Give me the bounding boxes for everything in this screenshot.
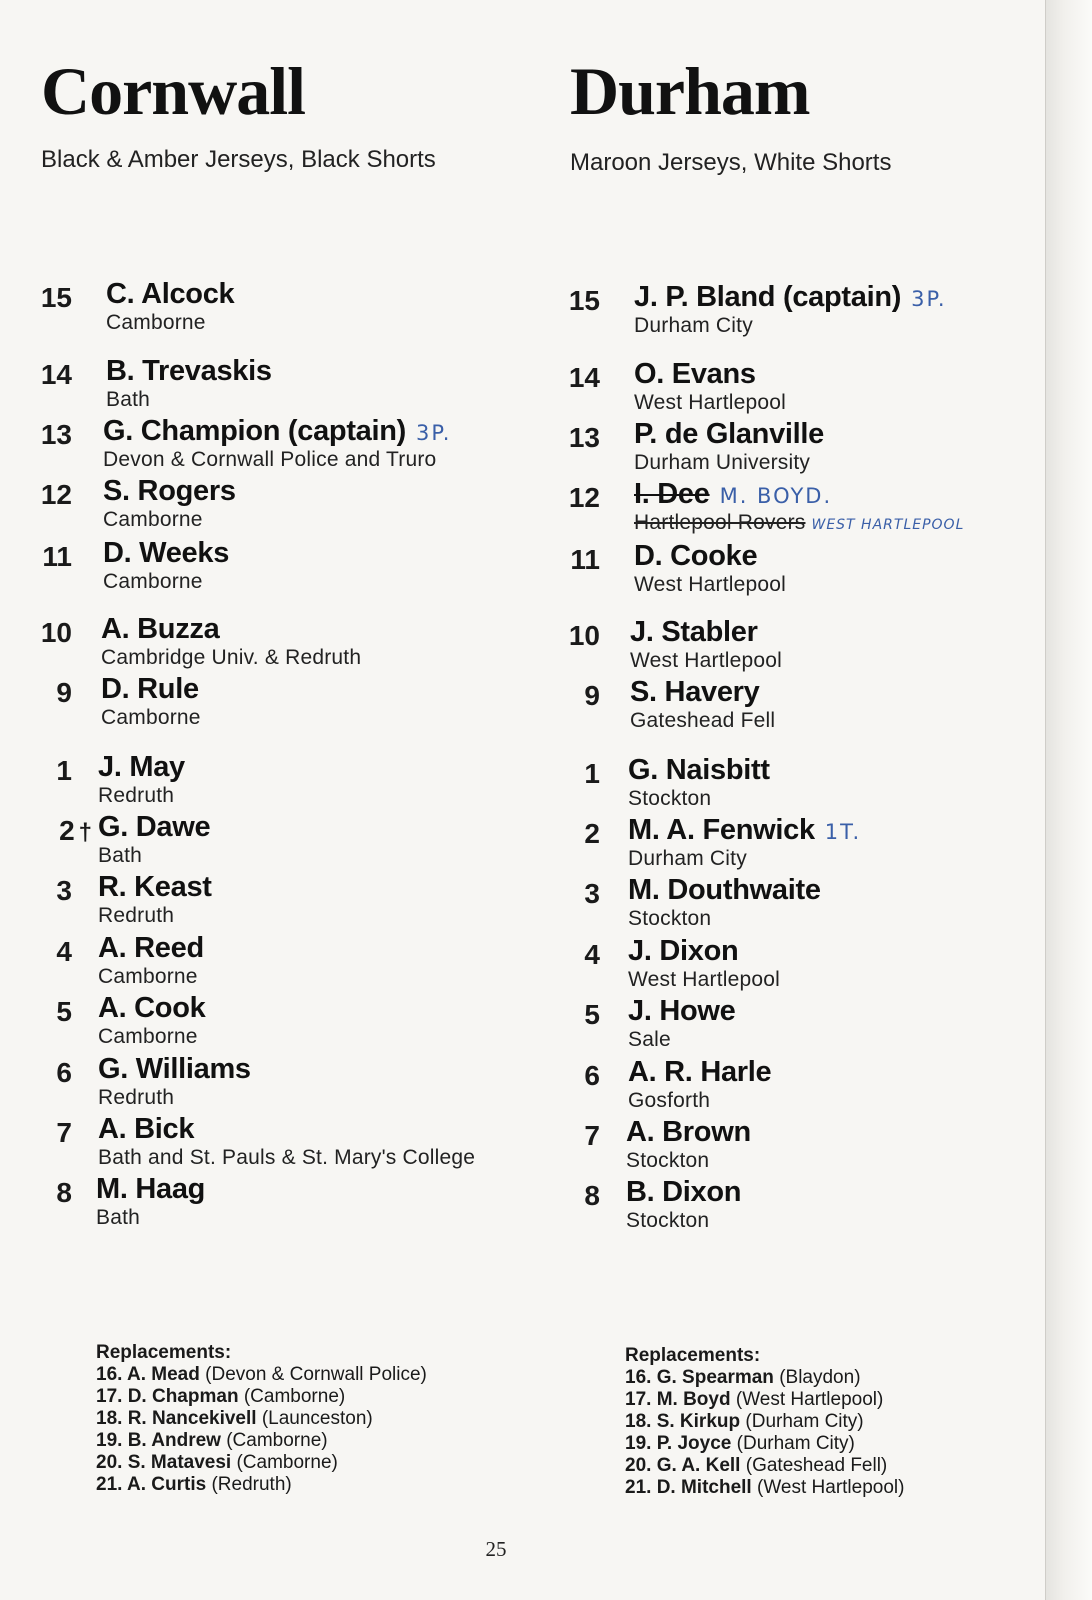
replacement-number-name (96, 1430, 221, 1451)
replacement-name: R. Nancekivell (127, 1408, 257, 1429)
replacement-number-name (625, 1367, 774, 1388)
player-name-text: A. Brown (626, 1116, 751, 1148)
jersey-number (16, 359, 72, 391)
jersey-number (16, 617, 72, 649)
player-club (98, 1146, 475, 1170)
jersey-number-value: 11 (42, 541, 72, 572)
player-name (101, 613, 219, 646)
player-club-text: Bath and St. Pauls & St. Mary's College (98, 1146, 476, 1169)
jersey-number (544, 818, 600, 850)
replacement-club: (Blaydon) (779, 1367, 861, 1388)
player-name-text: J. May (98, 751, 185, 783)
replacement-number: 19. (625, 1433, 652, 1454)
player-club (106, 311, 206, 335)
replacement-number: 18. (96, 1408, 123, 1429)
replacement-number-name (625, 1389, 731, 1410)
handwritten-note: 3P. (416, 421, 452, 445)
replacement-club: (Durham City) (745, 1411, 864, 1432)
jersey-number (16, 677, 72, 709)
replacement-number-name (625, 1411, 740, 1432)
jersey-number-value: 5 (584, 999, 600, 1030)
player-club-text: Camborne (98, 1025, 198, 1048)
jersey-number (544, 422, 600, 454)
replacement-number-name (96, 1408, 257, 1429)
player-row (540, 676, 1060, 734)
jersey-number (16, 1117, 72, 1149)
replacements-heading: Replacements: (96, 1342, 232, 1363)
player-name-text: M. Douthwaite (628, 874, 821, 906)
player-club-text: Redruth (98, 784, 175, 807)
jersey-number (16, 419, 72, 451)
player-club (630, 649, 782, 673)
jersey-number-value: 1 (584, 758, 600, 789)
jersey-number-value: 6 (56, 1057, 72, 1088)
page-number: 25 (485, 1537, 507, 1561)
player-club-text: West Hartlepool (630, 649, 783, 672)
player-club (101, 646, 361, 670)
jersey-number-value: 1 (56, 755, 72, 786)
replacement-name: A. Curtis (127, 1474, 207, 1495)
replacement-club: (Gateshead Fell) (745, 1455, 888, 1476)
player-row (0, 537, 520, 595)
player-row (0, 871, 520, 929)
player-club (98, 844, 142, 868)
jersey-number-value: 8 (56, 1177, 72, 1208)
player-name (628, 935, 738, 968)
jersey-number-value: 8 (584, 1180, 600, 1211)
jersey-number-value: 13 (568, 422, 600, 453)
player-name (98, 811, 210, 844)
player-name-text: A. Buzza (101, 613, 220, 645)
jersey-number (16, 479, 72, 511)
durham-replacements (625, 1345, 904, 1499)
team-colors-cornwall: Black & Amber Jerseys, Black Shorts (41, 146, 436, 173)
player-name (634, 418, 824, 451)
replacement-item (625, 1367, 904, 1389)
replacement-number: 16. (96, 1364, 123, 1385)
player-club-text: Camborne (101, 706, 201, 729)
player-name-text: G. Naisbitt (628, 754, 770, 786)
jersey-number-value: 15 (40, 282, 72, 313)
player-name-text: S. Havery (630, 676, 760, 708)
player-name (630, 616, 758, 649)
jersey-number (16, 1177, 72, 1209)
player-row (0, 811, 520, 869)
player-name (628, 754, 770, 787)
jersey-number-value: 10 (40, 617, 72, 648)
player-club-text: Redruth (98, 1086, 175, 1109)
replacement-name: S. Matavesi (127, 1452, 232, 1473)
durham-column (540, 0, 1010, 1600)
player-name-text: C. Alcock (106, 278, 235, 310)
replacement-name: M. Boyd (656, 1389, 731, 1410)
player-name (630, 676, 760, 709)
player-name-text: J. P. Bland (captain) (634, 281, 902, 313)
replacement-club: (Launceston) (261, 1408, 373, 1429)
replacement-number: 17. (625, 1389, 652, 1410)
player-name-text: B. Trevaskis (106, 355, 272, 387)
player-row (0, 992, 520, 1050)
replacement-name: P. Joyce (656, 1433, 732, 1454)
replacement-number-name (96, 1474, 206, 1495)
player-name (103, 415, 451, 448)
player-club (634, 451, 810, 475)
player-club (634, 573, 786, 597)
jersey-number-value: 2 (584, 818, 600, 849)
replacement-number-name (625, 1455, 740, 1476)
player-name (103, 537, 229, 570)
player-name-text: A. Reed (98, 932, 204, 964)
player-row (0, 415, 520, 473)
player-row (540, 540, 1060, 598)
player-name-text: M. Haag (96, 1173, 206, 1205)
replacement-item (625, 1455, 904, 1477)
player-name-text: J. Howe (628, 995, 736, 1027)
jersey-number (544, 482, 600, 514)
player-club-text: Durham City (628, 847, 747, 870)
player-row (0, 751, 520, 809)
player-row (540, 1176, 1060, 1234)
replacement-name: G. A. Kell (656, 1455, 741, 1476)
player-name-text: A. Bick (98, 1113, 195, 1145)
jersey-number (544, 999, 600, 1031)
handwritten-note: M. BOYD. (719, 484, 833, 508)
player-name-text: I. Dee (634, 478, 710, 510)
cornwall-replacements (96, 1342, 427, 1496)
player-club-text: Redruth (98, 904, 175, 927)
player-name (98, 992, 205, 1025)
player-club (96, 1206, 140, 1230)
jersey-number-value: 3 (56, 875, 72, 906)
jersey-number (16, 996, 72, 1028)
player-club (101, 706, 201, 730)
player-row (540, 358, 1060, 416)
jersey-number-value: 6 (584, 1060, 600, 1091)
player-name (628, 1056, 771, 1089)
player-row (0, 475, 520, 533)
player-name-text: S. Rogers (103, 475, 236, 507)
player-name (628, 995, 736, 1028)
player-name-text: O. Evans (634, 358, 756, 390)
handwritten-note: 3P. (911, 287, 947, 311)
player-name (98, 1053, 251, 1086)
player-club (628, 847, 747, 871)
player-row (540, 616, 1060, 674)
jersey-number-value: 14 (40, 359, 72, 390)
handwritten-note: 1T. (824, 820, 862, 844)
player-club-text: Sale (628, 1028, 671, 1051)
player-club-text: Stockton (628, 907, 712, 930)
replacement-name: S. Kirkup (656, 1411, 741, 1432)
jersey-number-value: 3 (584, 878, 600, 909)
player-name-text: D. Rule (101, 673, 199, 705)
jersey-number (544, 285, 600, 317)
player-club-text: West Hartlepool (634, 573, 787, 596)
player-club-text: Bath (96, 1206, 140, 1229)
player-name (106, 355, 272, 388)
replacement-number: 21. (625, 1477, 652, 1498)
cornwall-column (0, 0, 476, 1600)
replacement-item (96, 1430, 427, 1452)
jersey-number-value: 13 (40, 419, 72, 450)
player-row (0, 355, 520, 413)
replacement-club: (Devon & Cornwall Police) (205, 1364, 427, 1385)
replacement-item (96, 1364, 427, 1386)
player-row (0, 1113, 520, 1171)
player-row (540, 281, 1060, 339)
replacement-club: (Camborne) (243, 1386, 346, 1407)
player-club-text: West Hartlepool (634, 391, 787, 414)
jersey-number (544, 544, 600, 576)
player-row (540, 754, 1060, 812)
jersey-number-value: 2 (59, 815, 75, 846)
jersey-number (544, 939, 600, 971)
player-name (628, 874, 821, 907)
player-club (628, 787, 711, 811)
replacement-club: (Durham City) (736, 1433, 855, 1454)
replacement-item (96, 1408, 427, 1430)
player-club-text: Stockton (626, 1149, 710, 1172)
replacements-heading: Replacements: (625, 1345, 761, 1366)
jersey-number (544, 620, 600, 652)
cornwall-replacement-list (96, 1364, 427, 1496)
player-row (0, 673, 520, 731)
player-name-text: D. Cooke (634, 540, 758, 572)
replacement-item (625, 1411, 904, 1433)
player-club (106, 388, 150, 412)
replacement-item (96, 1386, 427, 1408)
replacement-number-name (96, 1364, 200, 1385)
jersey-number (544, 1120, 600, 1152)
player-club-text: West Hartlepool (628, 968, 781, 991)
replacement-item (96, 1452, 427, 1474)
player-club-text: Cambridge Univ. & Redruth (101, 646, 362, 669)
player-row (540, 874, 1060, 932)
jersey-number-value: 9 (584, 680, 600, 711)
player-club (103, 508, 203, 532)
player-name (101, 673, 199, 706)
player-club (634, 511, 964, 535)
player-row (540, 1116, 1060, 1174)
player-club (628, 1089, 710, 1113)
player-name-text: A. Cook (98, 992, 206, 1024)
player-club-text: Hartlepool Rovers (634, 511, 806, 534)
player-club (98, 904, 174, 928)
player-club-text: Durham City (634, 314, 753, 337)
player-row (0, 1173, 520, 1231)
replacement-club: (Redruth) (211, 1474, 292, 1495)
jersey-number (544, 758, 600, 790)
player-name (628, 814, 861, 847)
player-name-text: G. Dawe (98, 811, 211, 843)
player-club (634, 391, 786, 415)
replacement-number: 20. (96, 1452, 123, 1473)
jersey-number (544, 680, 600, 712)
jersey-number (544, 362, 600, 394)
player-name (634, 281, 947, 314)
player-name (634, 358, 756, 391)
player-name (98, 751, 185, 784)
player-club-text: Camborne (103, 508, 203, 531)
player-club-text: Bath (106, 388, 150, 411)
replacement-club: (Camborne) (236, 1452, 338, 1473)
player-club-text: Camborne (103, 570, 203, 593)
team-colors-durham: Maroon Jerseys, White Shorts (570, 149, 892, 176)
replacement-club: (Camborne) (226, 1430, 328, 1451)
player-club-text: Devon & Cornwall Police and Truro (103, 448, 437, 471)
player-row (540, 995, 1060, 1053)
replacement-number: 18. (625, 1411, 652, 1432)
jersey-number (16, 875, 72, 907)
player-name-text: G. Williams (98, 1053, 251, 1085)
replacement-number: 17. (96, 1386, 123, 1407)
player-name (106, 278, 234, 311)
player-club (628, 968, 780, 992)
jersey-number-value: 12 (568, 482, 600, 513)
jersey-number-value: 5 (56, 996, 72, 1027)
handwritten-club-note: WEST HARTLEPOOL (811, 517, 965, 533)
player-club (634, 314, 753, 338)
player-club (98, 1086, 174, 1110)
replacement-item (625, 1477, 904, 1499)
player-row (540, 478, 1060, 536)
jersey-number-value: 12 (40, 479, 72, 510)
player-club (630, 709, 775, 733)
player-row (0, 932, 520, 990)
player-row (0, 613, 520, 671)
player-name (634, 540, 757, 573)
player-club (626, 1149, 709, 1173)
player-club (98, 965, 198, 989)
jersey-number (544, 1180, 600, 1212)
player-name-text: A. R. Harle (628, 1056, 772, 1088)
player-name (98, 932, 204, 965)
jersey-number (16, 282, 72, 314)
replacement-number-name (96, 1386, 239, 1407)
player-row (540, 814, 1060, 872)
replacement-club: (West Hartlepool) (735, 1389, 884, 1410)
player-name (98, 871, 212, 904)
player-club-text: Stockton (628, 787, 712, 810)
replacement-number: 20. (625, 1455, 652, 1476)
replacement-number: 16. (625, 1367, 652, 1388)
jersey-number-value: 7 (584, 1120, 600, 1151)
jersey-number (544, 878, 600, 910)
jersey-number-value: 9 (56, 677, 72, 708)
durham-replacement-list (625, 1367, 904, 1499)
player-club-text: Stockton (626, 1209, 710, 1232)
player-name-text: R. Keast (98, 871, 212, 903)
team-title-durham: Durham (570, 53, 810, 129)
jersey-number (16, 541, 72, 573)
player-club-text: Gateshead Fell (630, 709, 776, 732)
jersey-number-value: 4 (56, 936, 72, 967)
jersey-number (36, 815, 92, 847)
player-club (103, 448, 436, 472)
jersey-number (544, 1060, 600, 1092)
player-club-text: Bath (98, 844, 142, 867)
player-row (0, 1053, 520, 1111)
player-row (540, 418, 1060, 476)
player-name (626, 1116, 751, 1149)
replacement-name: D. Chapman (127, 1386, 239, 1407)
jersey-number-value: 7 (56, 1117, 72, 1148)
jersey-number-value: 11 (570, 544, 600, 575)
player-row (0, 278, 520, 336)
player-name (103, 475, 236, 508)
player-club (98, 1025, 198, 1049)
player-club-text: Gosforth (628, 1089, 711, 1112)
player-name-text: B. Dixon (626, 1176, 742, 1208)
jersey-number (16, 755, 72, 787)
player-name (98, 1113, 194, 1146)
replacement-item (625, 1389, 904, 1411)
jersey-number-value: 14 (568, 362, 600, 393)
jersey-number-value: 4 (584, 939, 600, 970)
player-row (540, 935, 1060, 993)
player-club (628, 907, 711, 931)
jersey-number-value: 10 (568, 620, 600, 651)
replacement-club: (West Hartlepool) (757, 1477, 905, 1498)
player-name-text: J. Stabler (630, 616, 758, 648)
replacement-number: 21. (96, 1474, 123, 1495)
player-club-text: Camborne (106, 311, 206, 334)
replacement-number-name (96, 1452, 231, 1473)
dagger-mark: † (78, 819, 92, 846)
replacement-name: D. Mitchell (656, 1477, 752, 1498)
player-club (628, 1028, 671, 1052)
player-name (626, 1176, 741, 1209)
player-name-text: D. Weeks (103, 537, 230, 569)
replacement-name: G. Spearman (656, 1367, 774, 1388)
player-club (626, 1209, 709, 1233)
replacement-number-name (625, 1477, 752, 1498)
player-name-text: M. A. Fenwick (628, 814, 815, 846)
replacement-name: A. Mead (127, 1364, 200, 1385)
jersey-number (16, 936, 72, 968)
replacement-number: 19. (96, 1430, 123, 1451)
player-club (103, 570, 203, 594)
player-name (96, 1173, 205, 1206)
player-name-text: J. Dixon (628, 935, 739, 967)
player-club-text: Durham University (634, 451, 811, 474)
player-name (634, 478, 832, 511)
team-title-cornwall: Cornwall (41, 53, 305, 129)
player-club-text: Camborne (98, 965, 198, 988)
player-row (540, 1056, 1060, 1114)
jersey-number-value: 15 (568, 285, 600, 316)
replacement-name: B. Andrew (127, 1430, 221, 1451)
replacement-item (96, 1474, 427, 1496)
jersey-number (16, 1057, 72, 1089)
player-name-text: G. Champion (captain) (103, 415, 407, 447)
replacement-item (625, 1433, 904, 1455)
player-name-text: P. de Glanville (634, 418, 825, 450)
player-club (98, 784, 174, 808)
replacement-number-name (625, 1433, 731, 1454)
